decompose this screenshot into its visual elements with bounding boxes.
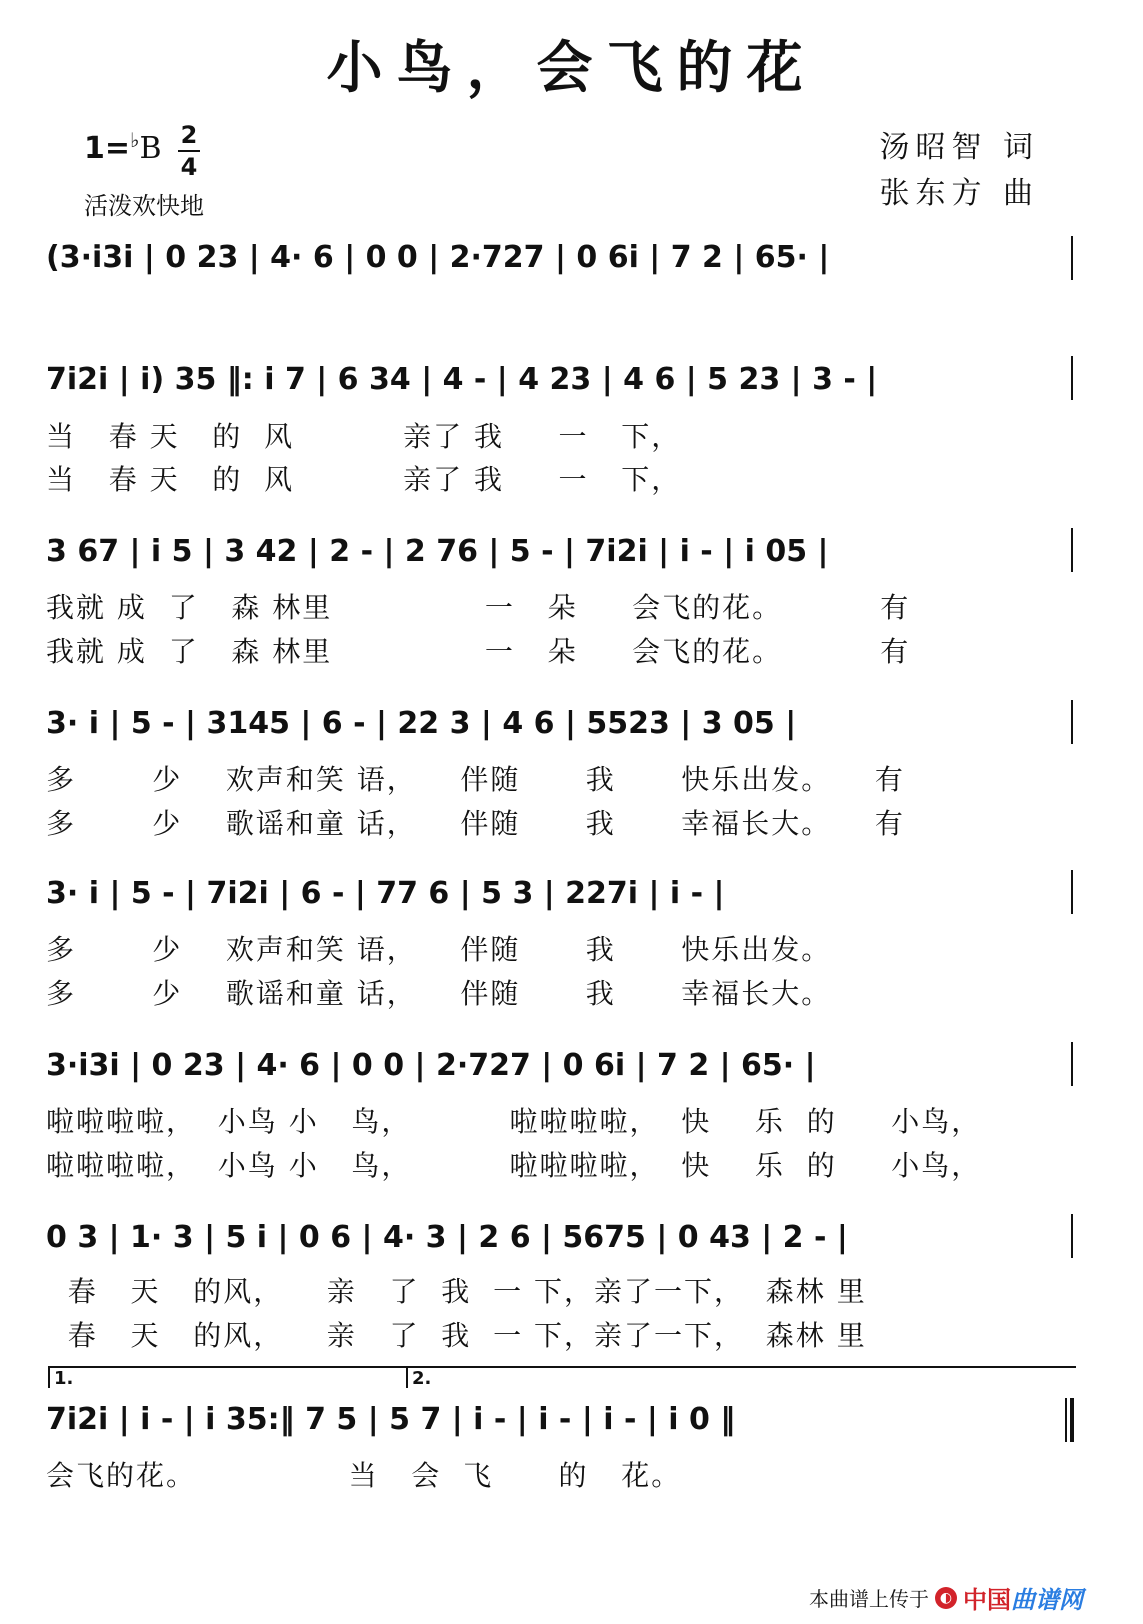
- score-line-4: 3· i | 5 - | 3145 | 6 - | 22 3 | 4 6 | 5523 | 3 05 |: [46, 706, 797, 741]
- tempo-marking: 活泼欢快地: [84, 192, 204, 220]
- site-logo-icon: ◐: [935, 1587, 957, 1609]
- lyric-line-3b: 我就 成 了 森 林里 一 朵 会飞的花。 有: [46, 635, 911, 668]
- footer: [809, 1580, 1083, 1615]
- key-note: B: [139, 131, 162, 166]
- lyricist-credit: 汤昭智 词: [879, 130, 1039, 165]
- second-ending: 2.: [406, 1366, 1076, 1388]
- lyric-line-7b: 春 天 的风， 亲 了 我 一 下，亲了一下， 森林 里: [46, 1319, 867, 1352]
- lyric-line-8: 会飞的花。 当 会 飞 的 花。: [46, 1459, 682, 1492]
- time-top: 2: [180, 121, 198, 149]
- lyric-line-2a: 当 春 天 的 风 亲了 我 一 下，: [46, 420, 682, 453]
- score-line-2: 7i2i | i) 35 ‖: i 7 | 6 34 | 4 - | 4 23 | 4 6 | 5 23 | 3 - |: [46, 362, 878, 397]
- lyric-line-5a: 多 少 欢声和笑 语， 伴随 我 快乐出发。: [46, 933, 832, 966]
- time-bottom: 4: [180, 153, 198, 181]
- score-line-8: 7i2i | i - | i 35:‖ 7 5 | 5 7 | i - | i - | i - | i 0 ‖: [46, 1402, 736, 1437]
- lyric-line-4a: 多 少 欢声和笑 语， 伴随 我 快乐出发。 有: [46, 763, 905, 796]
- site-logo[interactable]: 中国曲谱网: [963, 1586, 1083, 1614]
- score-line-1: (3·i̇3i | 0 23 | 4· 6 | 0 0 | 2·727 | 0 6i | 7 2 | 65· |: [46, 240, 830, 275]
- score-line-5: 3· i | 5 - | 7i2i | 6 - | 77 6 | 5 3 | 227i | i - |: [46, 876, 725, 911]
- lyric-line-3a: 我就 成 了 森 林里 一 朵 会飞的花。 有: [46, 591, 911, 624]
- score-line-3: 3 67 | i 5 | 3 42 | 2 - | 2 76 | 5 - | 7i2i | i - | i 05 |: [46, 534, 829, 569]
- lyric-line-5b: 多 少 歌谣和童 话， 伴随 我 幸福长大。: [46, 977, 832, 1010]
- flat-symbol: ♭: [130, 128, 140, 152]
- composer-credit: 张东方 曲: [879, 176, 1039, 211]
- score-line-6: 3·i3i | 0 23 | 4· 6 | 0 0 | 2·727 | 0 6i | 7 2 | 65· |: [46, 1048, 816, 1083]
- lyric-line-6a: 啦啦啦啦， 小鸟 小 鸟， 啦啦啦啦， 快 乐 的 小鸟，: [46, 1105, 982, 1138]
- song-title: 小鸟，会飞的花: [326, 35, 817, 101]
- lyric-line-6b: 啦啦啦啦， 小鸟 小 鸟， 啦啦啦啦， 快 乐 的 小鸟，: [46, 1149, 982, 1182]
- lyric-line-4b: 多 少 歌谣和童 话， 伴随 我 幸福长大。 有: [46, 807, 905, 840]
- score-line-7: 0 3 | 1· 3 | 5 i | 0 6 | 4· 3 | 2 6 | 5675 | 0 43 | 2 - |: [46, 1220, 848, 1255]
- footer-text: 本曲谱上传于: [809, 1587, 929, 1611]
- lyric-line-2b: 当 春 天 的 风 亲了 我 一 下，: [46, 463, 682, 496]
- key-label: 1=: [84, 131, 131, 166]
- first-ending: 1.: [48, 1366, 406, 1388]
- lyric-line-7a: 春 天 的风， 亲 了 我 一 下，亲了一下， 森林 里: [46, 1275, 867, 1308]
